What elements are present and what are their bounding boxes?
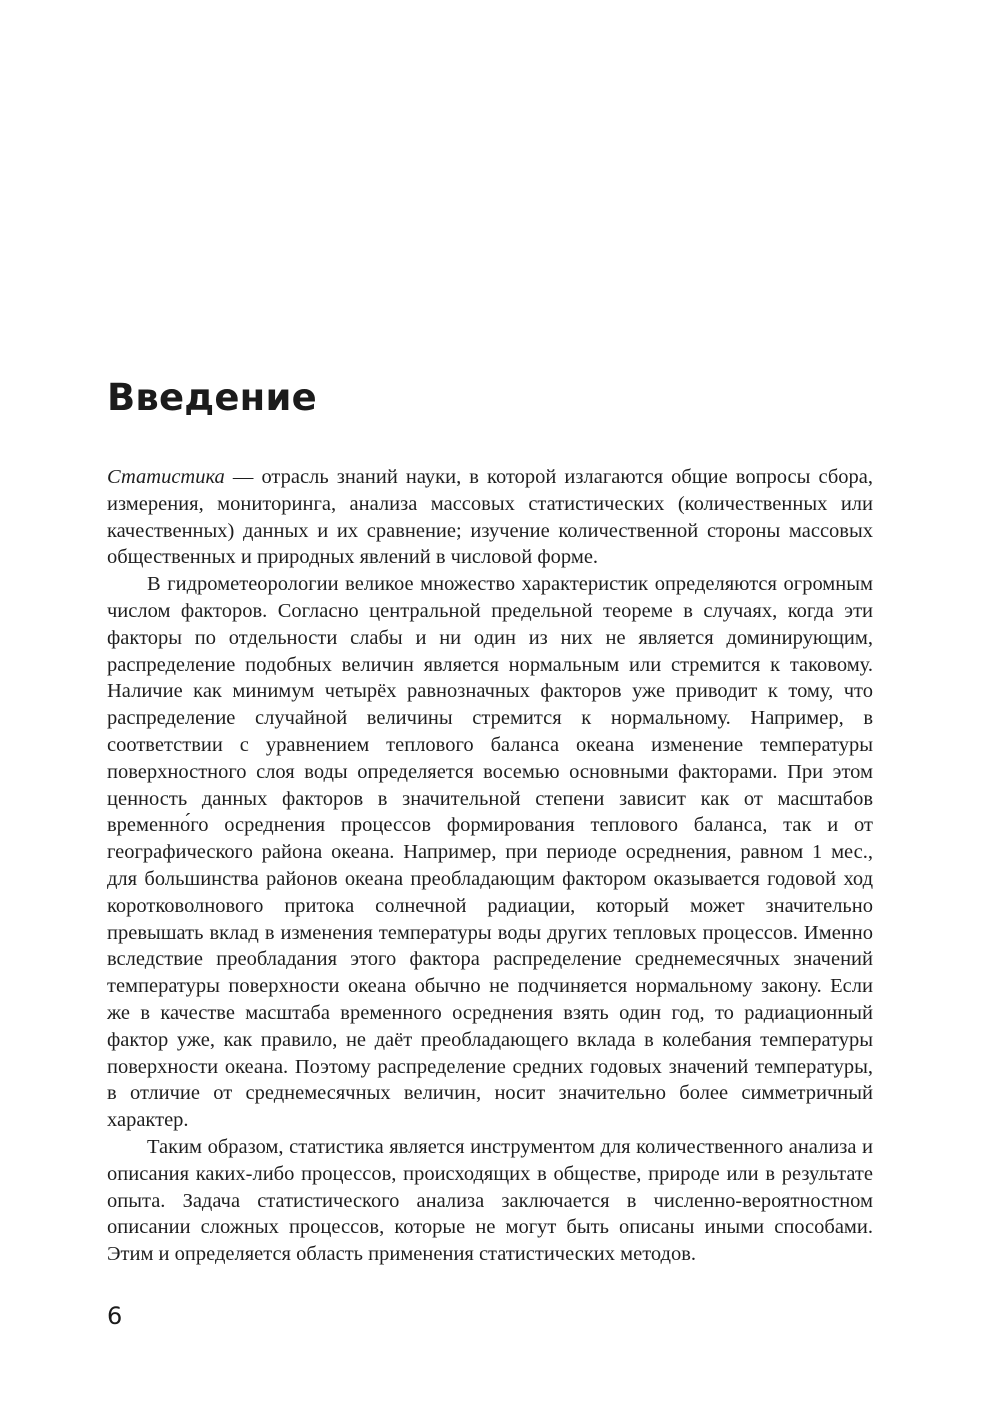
page-number: 6 [107,1302,123,1330]
paragraph-3: Таким образом, статистика является инструментом для количественного анализа и описания каких-либо процессов, происходящих в обществе, природе или в результате опыта. Задача статистического анализа заключается в численно-вероятностном описании сложных процессов, которые не могут быть описаны иными способами. Этим и определяется область применения статистических методов. [107,1135,873,1266]
paragraph-1 [107,464,873,571]
paragraph-2: В гидрометеорологии великое множество характеристик определяются огромным числом факторов. Согласно центральной предельной теореме в случаях, когда эти факторы по отдельности слабы и ни один из них не является доминирующим, распределение подобных величин является нормальным или стремится к таковому. Наличие как минимум четырёх равнозначных факторов уже приводит к тому, что распределение случайной величины стремится к нормальному. Например, в соответствии с уравнением теплового баланса океана изменение температуры поверхностного слоя воды определяется восемью основными факторами. При этом ценность данных факторов в значительной степени зависит как от масштабов временно́го осреднения процессов формирования теплового баланса, так и от географического района океана. Например, при периоде осреднения, равном 1 мес., для большинства районов океана преобладающим фактором оказывается годовой ход коротковолнового притока солнечной радиации, который может значительно превышать вклад в изменения температуры воды других тепловых процессов. Именно вследствие преобладания этого фактора распределение среднемесячных значений температуры поверхности океана обычно не подчиняется нормальному закону. Если же в качестве масштаба временного осреднения взять один год, то радиационный фактор уже, как правило, не даёт преобладающего вклада в колебания температуры поверхности океана. Поэтому распределение средних годовых значений температуры, в отличие от среднемесячных величин, носит значительно более симметричный характер. [107,573,873,1132]
body-text [107,464,873,1268]
page-title: Введение [107,376,317,419]
defined-term: Статистика [107,466,225,488]
paragraph-1-text: — отрасль знаний науки, в которой излагаются общие вопросы сбора, измерения, мониторинга, анализа массовых статистических (количественных или качественных) данных и их сравнение; изучение количественной стороны массовых общественных и природных явлений в числовой форме. [107,466,873,569]
